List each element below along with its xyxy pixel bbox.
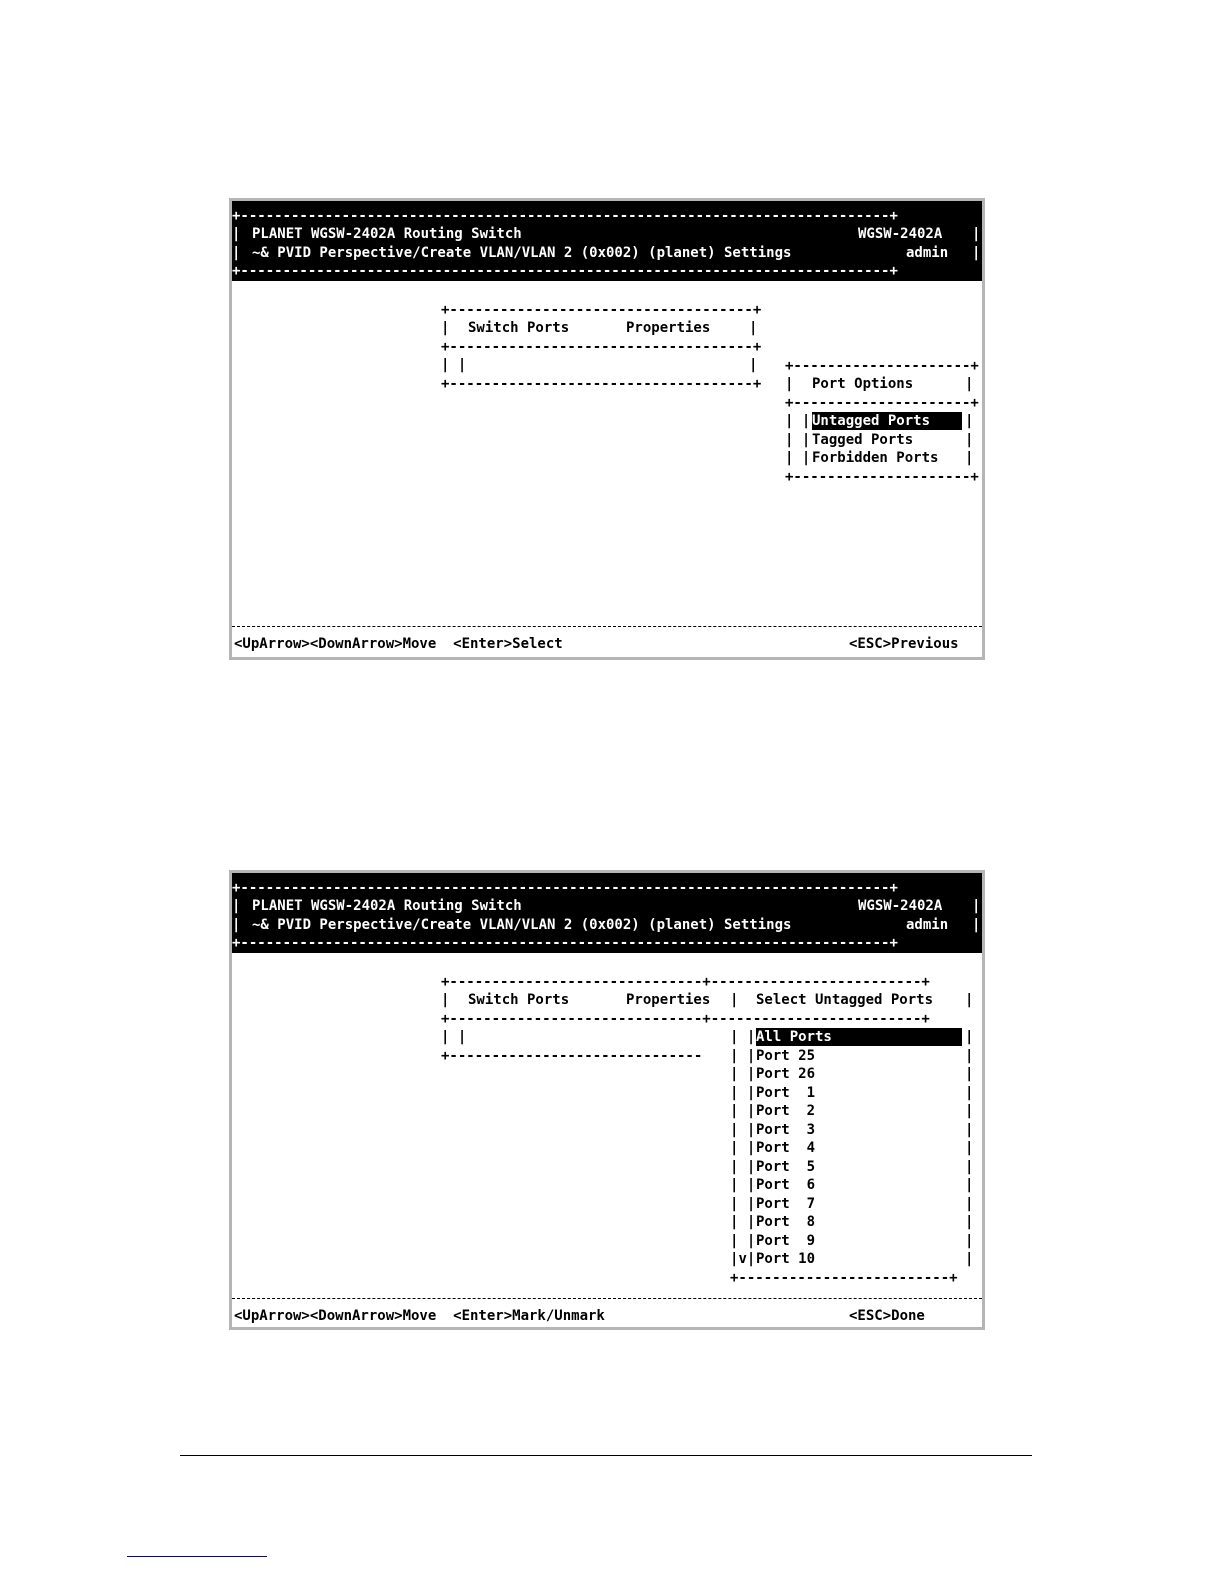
scroll-down-indicator[interactable]: v (738, 1251, 747, 1267)
list-border: | | (730, 1196, 756, 1212)
header-path: ~& PVID Perspective/Create VLAN/VLAN 2 (0x002) (planet) Settings (252, 917, 792, 933)
header-border: +-----------------------------------------------------------------------------+ (232, 880, 898, 896)
port-list-item[interactable]: Port 2 (756, 1103, 816, 1119)
port-list-item[interactable]: Port 25 (756, 1048, 816, 1064)
menu-border: +---------------------+ (785, 469, 979, 485)
menu-border: | | (785, 413, 811, 429)
menu-border: | (965, 413, 974, 429)
list-border: | (965, 1048, 974, 1064)
list-border: | (965, 1251, 974, 1267)
footer-divider (232, 626, 982, 627)
table-border: +------------------------------+-------------------------+ (441, 974, 930, 990)
table-border: +------------------------------------+ (441, 339, 762, 355)
list-border: | (965, 1177, 974, 1193)
header-border-left: | (232, 245, 241, 261)
header-border: +-----------------------------------------------------------------------------+ (232, 935, 898, 951)
table-border: | (441, 992, 450, 1008)
port-list-item[interactable]: Port 10 (756, 1251, 816, 1267)
list-border: | | (730, 1140, 756, 1156)
port-list-item[interactable]: Port 5 (756, 1159, 816, 1175)
menu-border: | | (785, 432, 811, 448)
port-list-item[interactable]: Port 6 (756, 1177, 816, 1193)
list-border: | (965, 1029, 974, 1045)
menu-border: | | (785, 450, 811, 466)
switch-ports-column-header: Switch Ports (468, 992, 570, 1008)
page-link-underline (127, 1556, 267, 1557)
menu-border: | (785, 376, 794, 392)
header-model: WGSW-2402A (858, 226, 943, 242)
port-list-item[interactable]: Port 9 (756, 1233, 816, 1249)
list-border: | | (730, 1066, 756, 1082)
footer-divider (232, 1298, 982, 1299)
header-path: ~& PVID Perspective/Create VLAN/VLAN 2 (0x002) (planet) Settings (252, 245, 792, 261)
list-border: | (965, 1066, 974, 1082)
port-options-title: Port Options (812, 376, 914, 392)
list-border: | | (730, 1103, 756, 1119)
list-border: | | (730, 1177, 756, 1193)
port-list-item[interactable]: Port 3 (756, 1122, 816, 1138)
table-border: | (441, 320, 450, 336)
list-border: | (965, 1103, 974, 1119)
header-border-right: | (972, 245, 981, 261)
list-border: | | (730, 1085, 756, 1101)
properties-column-header: Properties (626, 992, 711, 1008)
terminal-header (232, 873, 982, 953)
table-row: | | (441, 357, 467, 373)
menu-item-tagged-ports[interactable]: Tagged Ports (812, 432, 914, 448)
table-row: | | (441, 1029, 467, 1045)
table-border: | (749, 320, 758, 336)
list-border: | (965, 1140, 974, 1156)
menu-item-forbidden-ports[interactable]: Forbidden Ports (812, 450, 939, 466)
list-border: | (965, 1085, 974, 1101)
select-panel-title: Select Untagged Ports (756, 992, 934, 1008)
header-title: PLANET WGSW-2402A Routing Switch (252, 226, 522, 242)
header-model: WGSW-2402A (858, 898, 943, 914)
list-border: | | (730, 1122, 756, 1138)
terminal-window-select-untagged-ports (229, 870, 985, 1330)
port-list-item[interactable]: All Ports (756, 1028, 962, 1046)
table-border: +------------------------------+-------------------------+ (441, 1011, 930, 1027)
footer-hint-left: <UpArrow><DownArrow>Move <Enter>Mark/Unmark (234, 1308, 605, 1324)
menu-border: +---------------------+ (785, 395, 979, 411)
port-list-item[interactable]: Port 26 (756, 1066, 816, 1082)
port-list-item[interactable]: Port 8 (756, 1214, 816, 1230)
table-border: +-------------------------+ (730, 1270, 958, 1286)
menu-border: | (965, 450, 974, 466)
list-border: | | (730, 1048, 756, 1064)
header-user: admin (906, 917, 949, 933)
header-border-right: | (972, 917, 981, 933)
list-border: | | (730, 1159, 756, 1175)
terminal-header (232, 201, 982, 281)
page-divider (180, 1455, 1032, 1456)
header-title: PLANET WGSW-2402A Routing Switch (252, 898, 522, 914)
table-border: +------------------------------------+ (441, 376, 762, 392)
list-border: | | (730, 1214, 756, 1230)
menu-item-untagged-ports[interactable]: Untagged Ports (812, 412, 962, 430)
port-list-item[interactable]: Port 4 (756, 1140, 816, 1156)
footer-hint-right: <ESC>Done (849, 1308, 925, 1324)
menu-border: | (965, 376, 974, 392)
table-border: | (749, 357, 758, 373)
footer-hint-right: <ESC>Previous (849, 636, 959, 652)
header-border: +-----------------------------------------------------------------------------+ (232, 208, 898, 224)
header-border-left: | (232, 898, 241, 914)
port-list-item[interactable]: Port 7 (756, 1196, 816, 1212)
port-list-item[interactable]: Port 1 (756, 1085, 816, 1101)
menu-border: +---------------------+ (785, 358, 979, 374)
table-border: +------------------------------------+ (441, 302, 762, 318)
header-border-left: | (232, 917, 241, 933)
table-border: +------------------------------ (441, 1048, 703, 1064)
table-border: | (730, 992, 739, 1008)
header-border-left: | (232, 226, 241, 242)
menu-border: | (965, 432, 974, 448)
scroll-indicator: |v| (730, 1251, 756, 1267)
header-border-right: | (972, 226, 981, 242)
properties-column-header: Properties (626, 320, 711, 336)
header-border: +-----------------------------------------------------------------------------+ (232, 263, 898, 279)
header-user: admin (906, 245, 949, 261)
list-border: | (965, 1233, 974, 1249)
header-border-right: | (972, 898, 981, 914)
switch-ports-column-header: Switch Ports (468, 320, 570, 336)
table-border: | (965, 992, 974, 1008)
list-border: | (965, 1196, 974, 1212)
footer-hint-left: <UpArrow><DownArrow>Move <Enter>Select (234, 636, 563, 652)
list-border: | | (730, 1029, 756, 1045)
list-border: | | (730, 1233, 756, 1249)
list-border: | (965, 1214, 974, 1230)
list-border: | (965, 1159, 974, 1175)
terminal-window-port-options (229, 198, 985, 660)
list-border: | (965, 1122, 974, 1138)
